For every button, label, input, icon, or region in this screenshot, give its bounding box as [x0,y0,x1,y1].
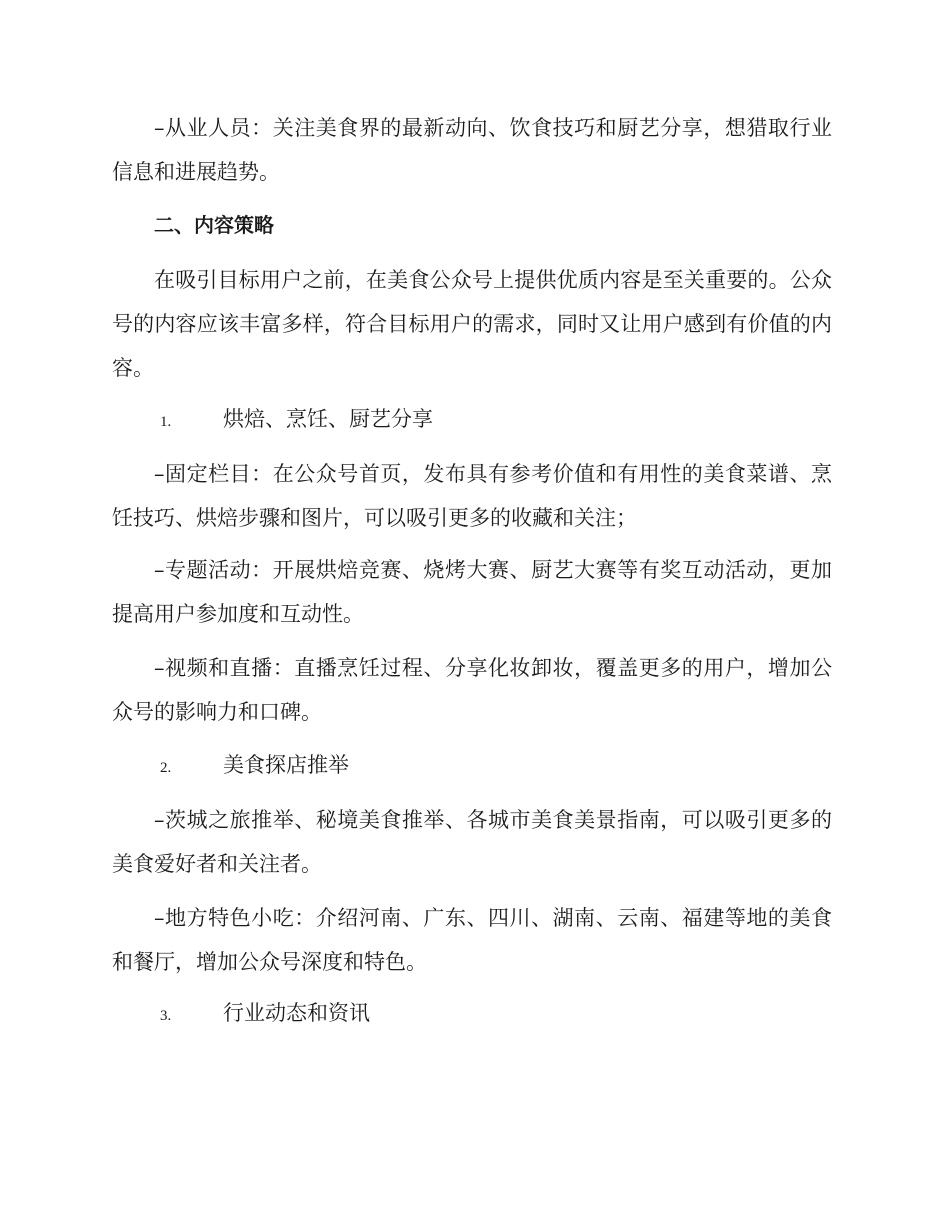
list-item-text: 行业动态和资讯 [223,1001,370,1025]
section-heading: 二、内容策略 [154,213,274,237]
list-item-2 [160,750,349,783]
list-item-text: 烘焙、烹饪、厨艺分享 [223,407,433,431]
list-item-1 [160,404,433,437]
list-item-3 [160,998,370,1031]
paragraph-local-snacks: –地方特色小吃：介绍河南、广东、四川、湖南、云南、福建等地的美食和餐厅，增加公众号深度和特色。 [112,906,832,974]
paragraph-fixed-columns: –固定栏目：在公众号首页，发布具有参考价值和有用性的美食菜谱、烹饪技巧、烘焙步骤和图片，可以吸引更多的收藏和关注； [112,462,832,530]
list-number: 2. [160,760,172,776]
paragraph-travel-recommend: –茨城之旅推举、秘境美食推举、各城市美食美景指南，可以吸引更多的美食爱好者和关注者。 [112,808,832,876]
list-number: 1. [160,414,172,430]
list-number: 3. [160,1008,172,1024]
paragraph-special-events: –专题活动：开展烘焙竞赛、烧烤大赛、厨艺大赛等有奖互动活动，更加提高用户参加度和互动性。 [112,558,832,626]
paragraph-practitioners: –从业人员：关注美食界的最新动向、饮食技巧和厨艺分享，想猎取行业信息和进展趋势。 [112,116,832,184]
list-item-text: 美食探店推举 [223,753,349,777]
paragraph-content-intro: 在吸引目标用户之前，在美食公众号上提供优质内容是至关重要的。公众号的内容应该丰富多样，符合目标用户的需求，同时又让用户感到有价值的内容。 [112,268,832,380]
paragraph-video-live: –视频和直播：直播烹饪过程、分享化妆卸妆，覆盖更多的用户，增加公众号的影响力和口碑。 [112,656,832,724]
